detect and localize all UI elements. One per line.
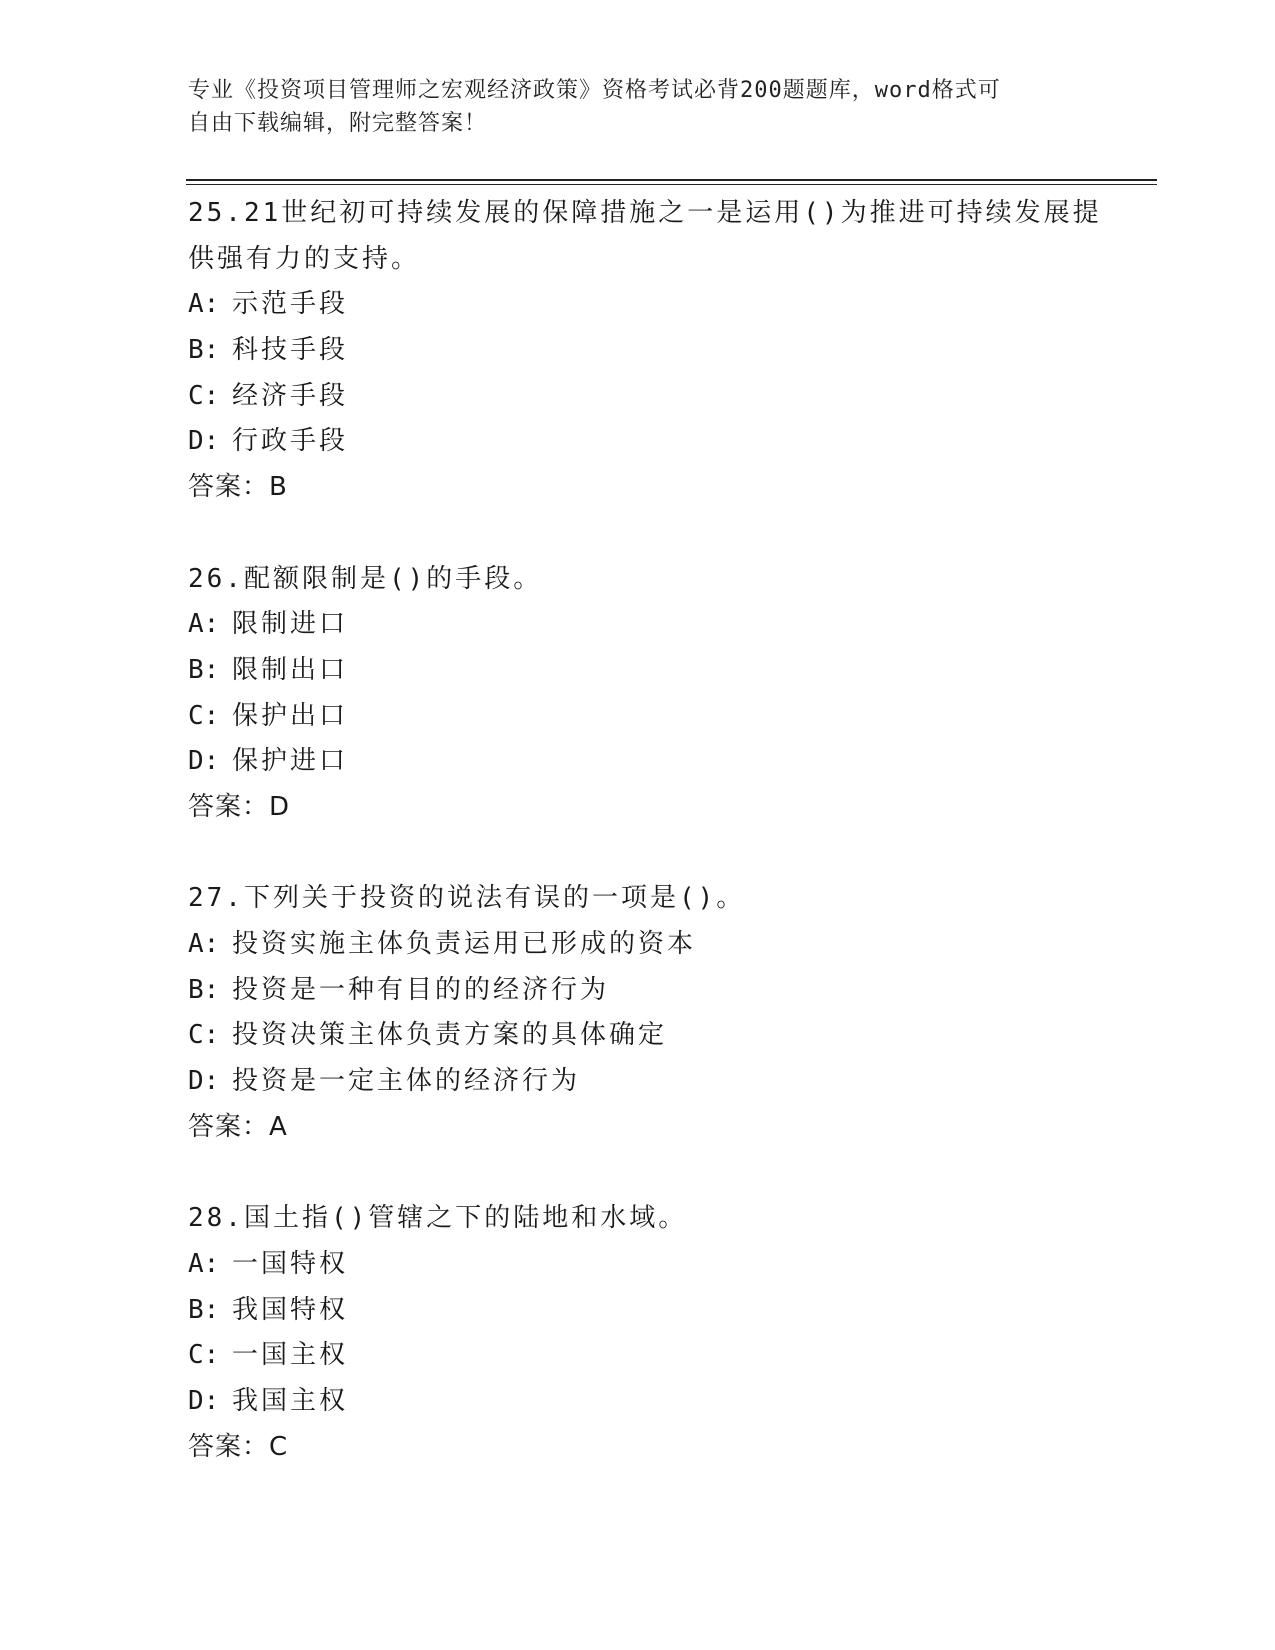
option-letter: A:	[188, 929, 220, 959]
answer-label: 答案：B	[188, 472, 288, 503]
option-a	[188, 922, 1108, 968]
question-stem: 25.21世纪初可持续发展的保障措施之一是运用()为推进可持续发展提	[188, 198, 1102, 228]
option-letter: D:	[188, 426, 220, 457]
option-letter: B:	[188, 974, 220, 1005]
option-b	[188, 648, 1108, 694]
option-text: 科技手段	[232, 335, 349, 366]
question-26	[188, 557, 1108, 831]
option-letter: C:	[188, 380, 220, 411]
option-a	[188, 602, 1108, 648]
option-letter: D:	[188, 746, 220, 777]
option-c	[188, 1013, 1108, 1059]
option-text: 投资是一种有目的的经济行为	[232, 974, 610, 1005]
header-divider-thin	[186, 184, 1157, 185]
option-letter: C:	[188, 700, 220, 731]
question-stem: 27.下列关于投资的说法有误的一项是()。	[188, 883, 746, 914]
header-divider-thick	[186, 179, 1157, 181]
option-text: 限制进口	[232, 609, 349, 640]
option-letter: A:	[188, 289, 220, 320]
option-text: 一国特权	[232, 1248, 349, 1279]
option-letter: C:	[188, 1020, 220, 1051]
option-c	[188, 694, 1108, 740]
option-letter: B:	[188, 335, 220, 366]
option-text: 投资是一定主体的经济行为	[232, 1066, 581, 1097]
option-text: 保护出口	[232, 700, 349, 731]
option-b	[188, 968, 1108, 1014]
question-list	[188, 191, 1108, 1516]
option-d	[188, 1379, 1108, 1425]
option-letter: A:	[188, 1248, 220, 1279]
option-d	[188, 1059, 1108, 1105]
option-text: 经济手段	[232, 380, 349, 411]
header-line-1: 专业《投资项目管理师之宏观经济政策》资格考试必背200题题库，word格式可	[188, 78, 1001, 103]
question-stem: 28.国土指()管辖之下的陆地和水域。	[188, 1203, 688, 1234]
option-text: 一国主权	[232, 1340, 349, 1371]
question-27	[188, 876, 1108, 1150]
question-stem: 26.配额限制是()的手段。	[188, 563, 543, 594]
option-text: 行政手段	[232, 426, 349, 457]
option-letter: B:	[188, 654, 220, 685]
answer-label: 答案：A	[188, 1111, 288, 1142]
answer-label: 答案：D	[188, 791, 291, 822]
option-text: 我国主权	[232, 1385, 349, 1416]
document-header	[188, 74, 1068, 140]
option-letter: C:	[188, 1340, 220, 1371]
option-letter: D:	[188, 1066, 220, 1097]
option-text: 我国特权	[232, 1294, 349, 1325]
option-letter: B:	[188, 1294, 220, 1325]
option-c	[188, 1333, 1108, 1379]
answer-label: 答案：C	[188, 1431, 289, 1462]
question-stem-continued: 供强有力的支持。	[188, 243, 421, 274]
option-letter: D:	[188, 1385, 220, 1416]
option-a	[188, 282, 1108, 328]
option-text: 限制出口	[232, 654, 349, 685]
header-line-2: 自由下载编辑，附完整答案！	[188, 111, 488, 136]
option-text: 投资实施主体负责运用已形成的资本	[232, 929, 697, 959]
option-c	[188, 374, 1108, 420]
option-b	[188, 1288, 1108, 1334]
question-28	[188, 1196, 1108, 1470]
option-text: 投资决策主体负责方案的具体确定	[232, 1020, 668, 1051]
option-letter: A:	[188, 609, 220, 640]
option-d	[188, 419, 1108, 465]
option-b	[188, 328, 1108, 374]
option-a	[188, 1242, 1108, 1288]
option-d	[188, 739, 1108, 785]
option-text: 示范手段	[232, 289, 349, 320]
question-25	[188, 191, 1108, 511]
option-text: 保护进口	[232, 746, 349, 777]
